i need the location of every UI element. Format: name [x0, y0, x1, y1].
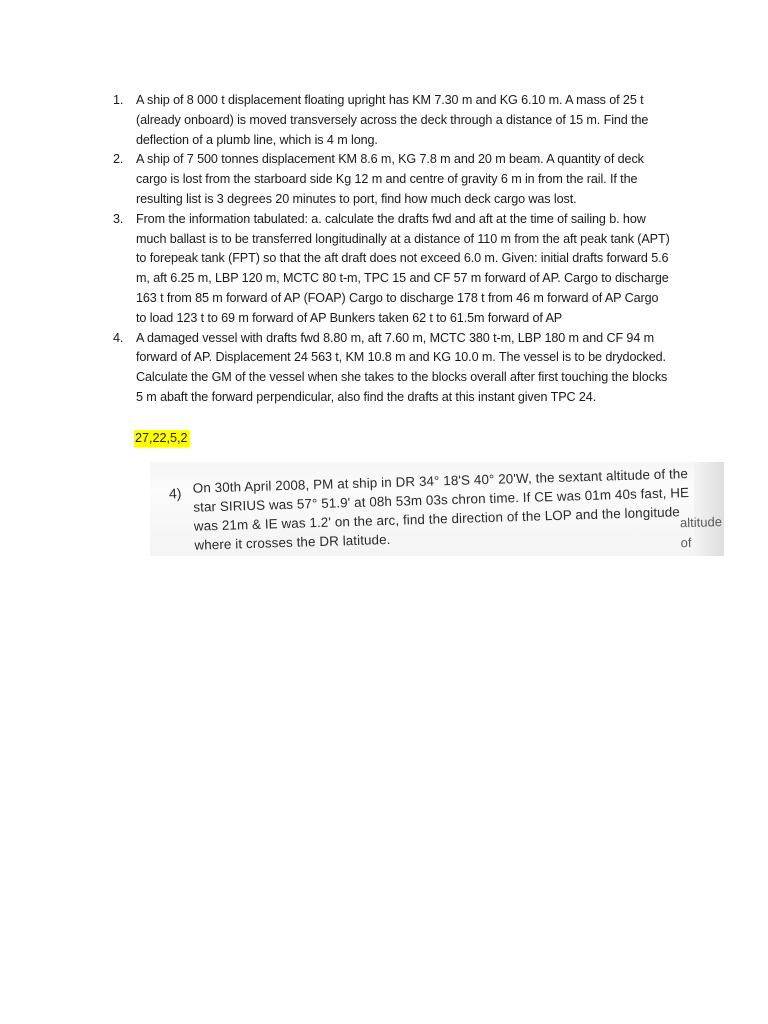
question-text: A ship of 7 500 tonnes displacement KM 8.6 m, KG 7.8 m and 20 m beam. A quantity of deck cargo is lost from the starboard side Kg 12 m and centre of gravity 6 m in from the rail. If the resulting list is 3 degrees 20 minutes to port, find how much deck cargo was lost. — [136, 152, 644, 206]
question-number: 1. — [113, 93, 124, 107]
question-text: A damaged vessel with drafts fwd 8.80 m, aft 7.60 m, MCTC 380 t-m, LBP 180 m and CF 94 m forward of AP. Displacement 24 563 t, KM 10.8 m and KG 10.0 m. The vessel is to be drydocked. Calculate the GM of the vessel when she takes to the blocks overall after first touching the blocks 5 m abaft the forward perpendicular, also find the drafts at this instant given TPC 24. — [136, 330, 668, 404]
question-item — [104, 329, 670, 408]
scanned-question-image — [150, 462, 724, 556]
question-item — [104, 210, 670, 329]
highlighted-answer: 27,22,5,2 — [135, 431, 188, 445]
question-number: 3. — [113, 211, 124, 226]
question-list — [104, 91, 670, 408]
question-text: From the information tabulated: a. calculate the drafts fwd and aft at the time of sailing b. how much ballast is to be transferred longitudinally at a distance of 110 m from the aft peak tank (APT) to forepeak tank (FPT) so that the aft draft does not exceed 6.0 m. Given: initial drafts forward 5.6 m, aft 6.25 m, LBP 120 m, MCTC 80 t-m, TPC 15 and CF 57 m forward of AP. Cargo to discharge 163 t from 85 m forward of AP (FOAP) Cargo to discharge 178 t from 46 m forward of AP Cargo to load 123 t to 69 m forward of AP Bunkers taken 62 t to 61.5m forward of AP — [136, 211, 670, 325]
question-number: 2. — [113, 152, 124, 167]
question-text: A ship of 8 000 t displacement floating upright has KM 7.30 m and KG 6.10 m. A mass of 25 t (already onboard) is moved transversely across the deck through a distance of 15 m. Find the deflection of a plumb line, which is 4 m long. — [136, 93, 649, 147]
scanned-question-number: 4) — [168, 485, 182, 502]
question-item — [104, 91, 670, 150]
question-item — [104, 150, 670, 209]
scanned-question-content — [150, 445, 727, 556]
scanned-question-text: On 30th April 2008, PM at ship in DR 34° 18'S 40° 20'W, the sextant altitude of the star SIRIUS was 57° 51.9' at 08h 53m 03s chron time. If CE was 01m 40s fast, HE was 21m & IE was 1.2' on the arc, find the direction of the LOP and the longitude where it crosses the DR latitude. — [192, 466, 690, 553]
scanned-cutoff-text: altitude of — [679, 514, 723, 551]
question-number: 4. — [113, 330, 124, 345]
scanned-cutoff-line — [679, 514, 723, 551]
